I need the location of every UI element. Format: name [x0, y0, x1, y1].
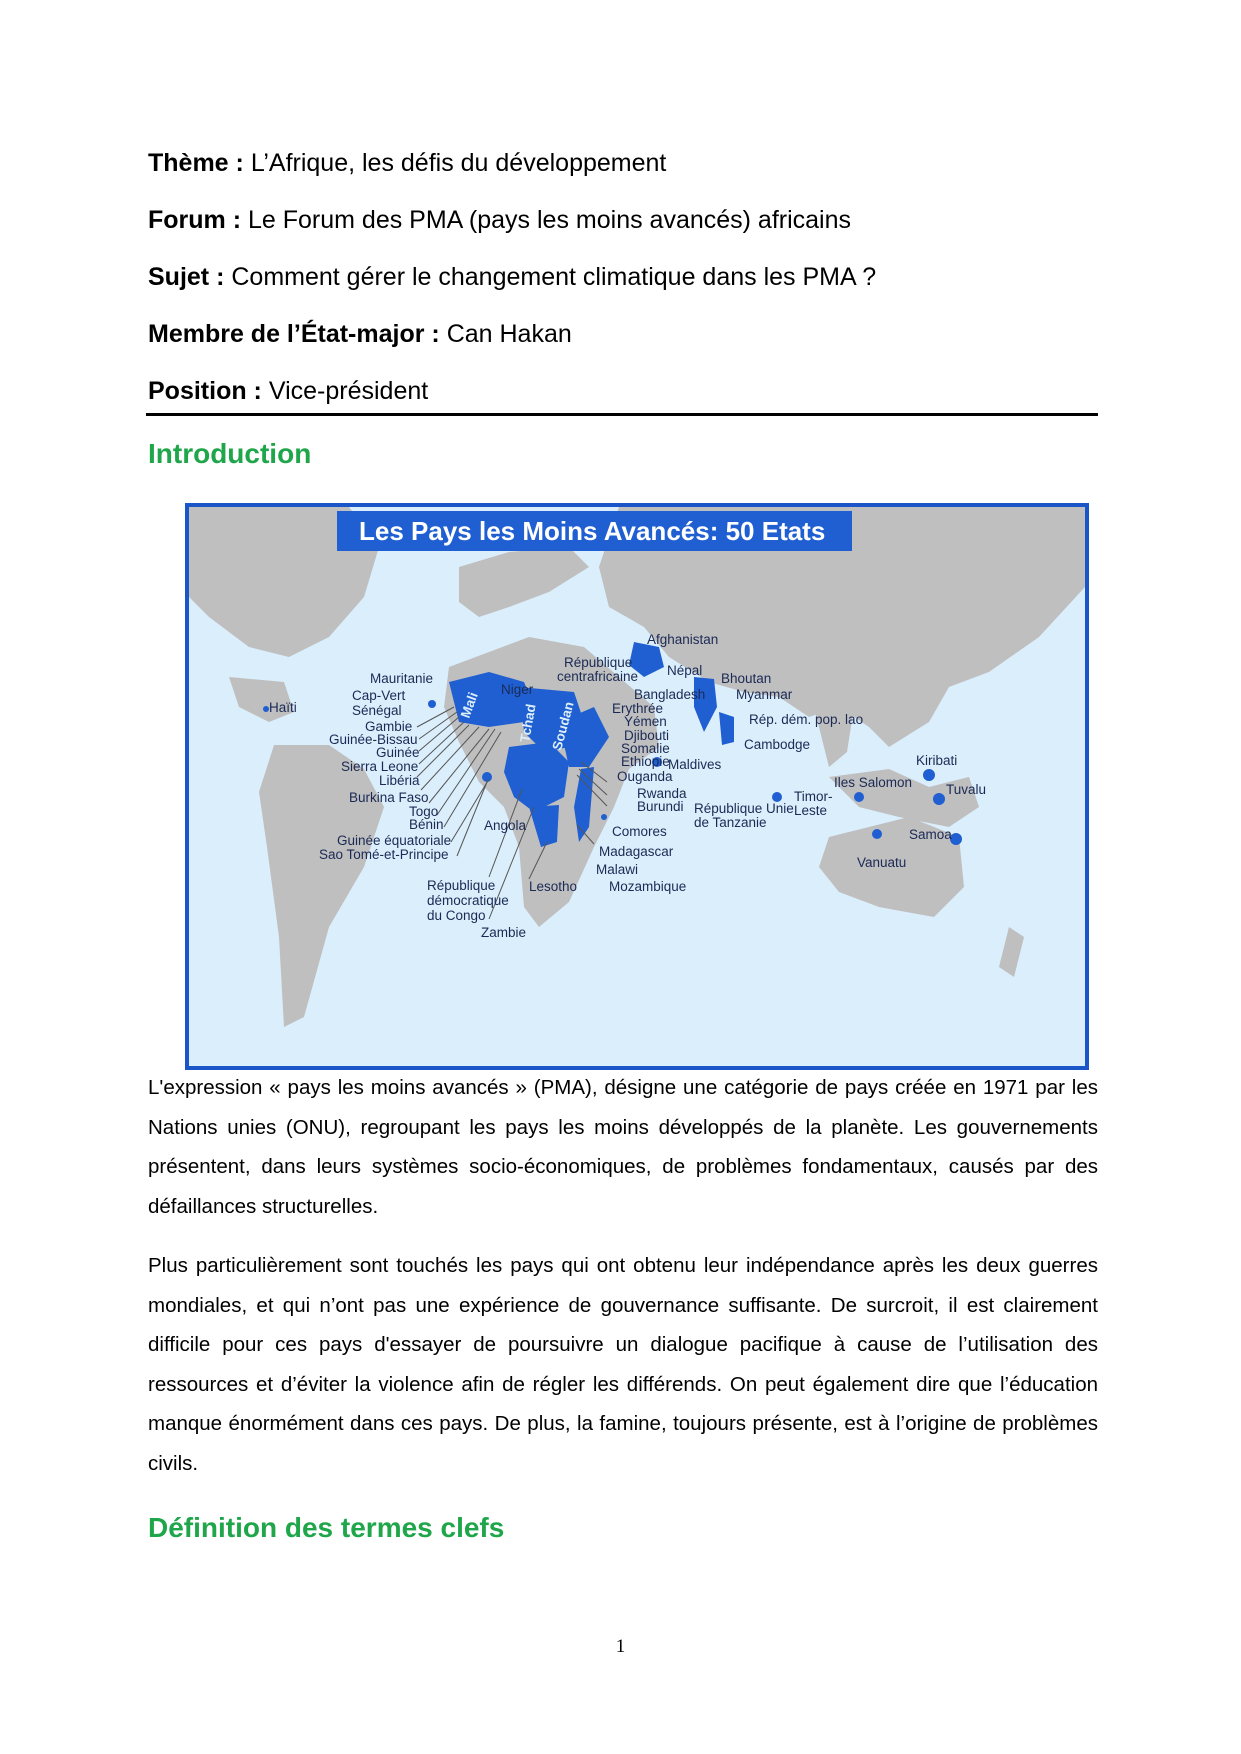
- vanuatu-marker: [872, 829, 882, 839]
- label-niger: Niger: [501, 682, 534, 697]
- label-rca-1: République: [564, 655, 633, 670]
- label-gambie: Gambie: [365, 719, 413, 734]
- label-somalie: Somalie: [621, 741, 670, 756]
- label-vanuatu: Vanuatu: [857, 855, 907, 870]
- label-ouganda: Ouganda: [617, 769, 673, 784]
- position-label: Position :: [148, 377, 262, 405]
- theme-label: Thème :: [148, 149, 244, 177]
- label-guinee: Guinée: [376, 745, 420, 760]
- label-iles-salomon: Iles Salomon: [834, 775, 913, 790]
- label-guinee-bissau: Guinée-Bissau: [329, 732, 418, 747]
- label-tanzanie-1: République Unie: [694, 801, 794, 816]
- label-afghanistan: Afghanistan: [647, 632, 719, 647]
- label-malawi: Malawi: [596, 862, 639, 877]
- label-myanmar: Myanmar: [736, 687, 793, 702]
- label-cambodge: Cambodge: [744, 737, 811, 752]
- label-benin: Bénin: [409, 817, 444, 832]
- ldc-map-figure: [185, 503, 1089, 1070]
- label-senegal: Sénégal: [352, 703, 402, 718]
- label-togo: Togo: [409, 804, 439, 819]
- label-rdc-3: du Congo: [427, 908, 486, 923]
- position-line: [148, 376, 428, 406]
- label-nepal: Népal: [667, 663, 703, 678]
- label-bangladesh: Bangladesh: [634, 687, 706, 702]
- label-ethiopie: Ethiopie: [621, 754, 670, 769]
- label-tanzanie-2: de Tanzanie: [694, 815, 767, 830]
- salomon-marker: [854, 792, 864, 802]
- forum-label: Forum :: [148, 206, 242, 234]
- label-angola: Angola: [484, 818, 527, 833]
- label-tuvalu: Tuvalu: [946, 782, 987, 797]
- introduction-heading: Introduction: [148, 438, 312, 469]
- label-zambie: Zambie: [481, 925, 527, 940]
- label-soudan: Soudan: [549, 700, 577, 752]
- label-tchad: Tchad: [517, 702, 539, 744]
- label-liberia: Libéria: [379, 773, 420, 788]
- label-timor-1: Timor-: [794, 789, 833, 804]
- label-haiti: Haïti: [269, 700, 297, 715]
- label-mali: Mali: [457, 690, 481, 721]
- definitions-heading: Définition des termes clefs: [148, 1512, 505, 1543]
- subject-value: Comment gérer le changement climatique dans les PMA ?: [231, 263, 877, 291]
- label-comores: Comores: [612, 824, 667, 839]
- label-madagascar: Madagascar: [599, 844, 674, 859]
- label-kiribati: Kiribati: [916, 753, 958, 768]
- label-sierra-leone: Sierra Leone: [341, 759, 419, 774]
- label-maldives: Maldives: [668, 757, 722, 772]
- member-line: [148, 319, 572, 349]
- sao-tome-marker: [482, 772, 492, 782]
- ldc-map: [189, 507, 1085, 1066]
- label-burundi: Burundi: [637, 799, 684, 814]
- label-yemen: Yémen: [624, 714, 667, 729]
- member-label: Membre de l’État-major :: [148, 320, 440, 348]
- intro-paragraph-2: Plus particulièrement sont touchés les pays qui ont obtenu leur indépendance après les deux guerres mondiales, et qui n’ont pas une expérience de gouvernance suffisante. De surcroit, il est clairement difficile pour ces pays d'essayer de poursuivre un dialogue pacifique à cause de l’utilisation des ressources et d’éviter la violence afin de régler les différends. On peut également dire que l’éducation manque énormément dans ces pays. De plus, la famine, toujours présente, est à l’origine de problèmes civils.: [148, 1254, 1098, 1475]
- label-rwanda: Rwanda: [637, 786, 687, 801]
- comores-marker: [601, 814, 607, 820]
- theme-line: [148, 148, 666, 178]
- label-rep-lao: Rép. dém. pop. lao: [749, 712, 864, 727]
- subject-line: [148, 262, 876, 292]
- forum-line: [148, 205, 851, 235]
- page-number: 1: [615, 1636, 626, 1657]
- label-rca-2: centrafricaine: [557, 669, 639, 684]
- map-title: Les Pays les Moins Avancés: 50 Etats: [359, 516, 826, 546]
- label-bhoutan: Bhoutan: [721, 671, 772, 686]
- label-sao-tome: Sao Tomé-et-Principe: [319, 847, 449, 862]
- member-value: Can Hakan: [446, 320, 572, 348]
- label-burkina-faso: Burkina Faso: [349, 790, 429, 805]
- label-cap-vert: Cap-Vert: [352, 688, 406, 703]
- label-djibouti: Djibouti: [624, 728, 670, 743]
- forum-value: Le Forum des PMA (pays les moins avancés) africains: [248, 206, 852, 234]
- label-guinee-equatoriale: Guinée équatoriale: [337, 833, 452, 848]
- header-divider: [146, 413, 1098, 416]
- label-mozambique: Mozambique: [609, 879, 687, 894]
- label-rdc-2: démocratique: [427, 893, 509, 908]
- theme-value: L’Afrique, les défis du développement: [250, 149, 667, 177]
- label-mauritanie: Mauritanie: [370, 671, 434, 686]
- tuvalu-marker: [933, 793, 945, 805]
- cap-vert-marker: [428, 700, 436, 708]
- label-lesotho: Lesotho: [529, 879, 578, 894]
- samoa-marker: [950, 833, 962, 845]
- position-value: Vice-président: [268, 377, 429, 405]
- intro-paragraph-1: L'expression « pays les moins avancés » (PMA), désigne une catégorie de pays créée en 1971 par les Nations unies (ONU), regroupant les pays les moins développés de la planète. Les gouvernements présentent, dans leurs systèmes socio-économiques, de problèmes fondamentaux, causés par des défaillances structurelles.: [148, 1076, 1098, 1218]
- kiribati-marker: [923, 769, 935, 781]
- label-erythree: Erythrée: [612, 701, 664, 716]
- label-rdc-1: République: [427, 878, 496, 893]
- label-samoa: Samoa: [909, 827, 952, 842]
- subject-label: Sujet :: [148, 263, 225, 291]
- label-timor-2: Leste: [794, 803, 828, 818]
